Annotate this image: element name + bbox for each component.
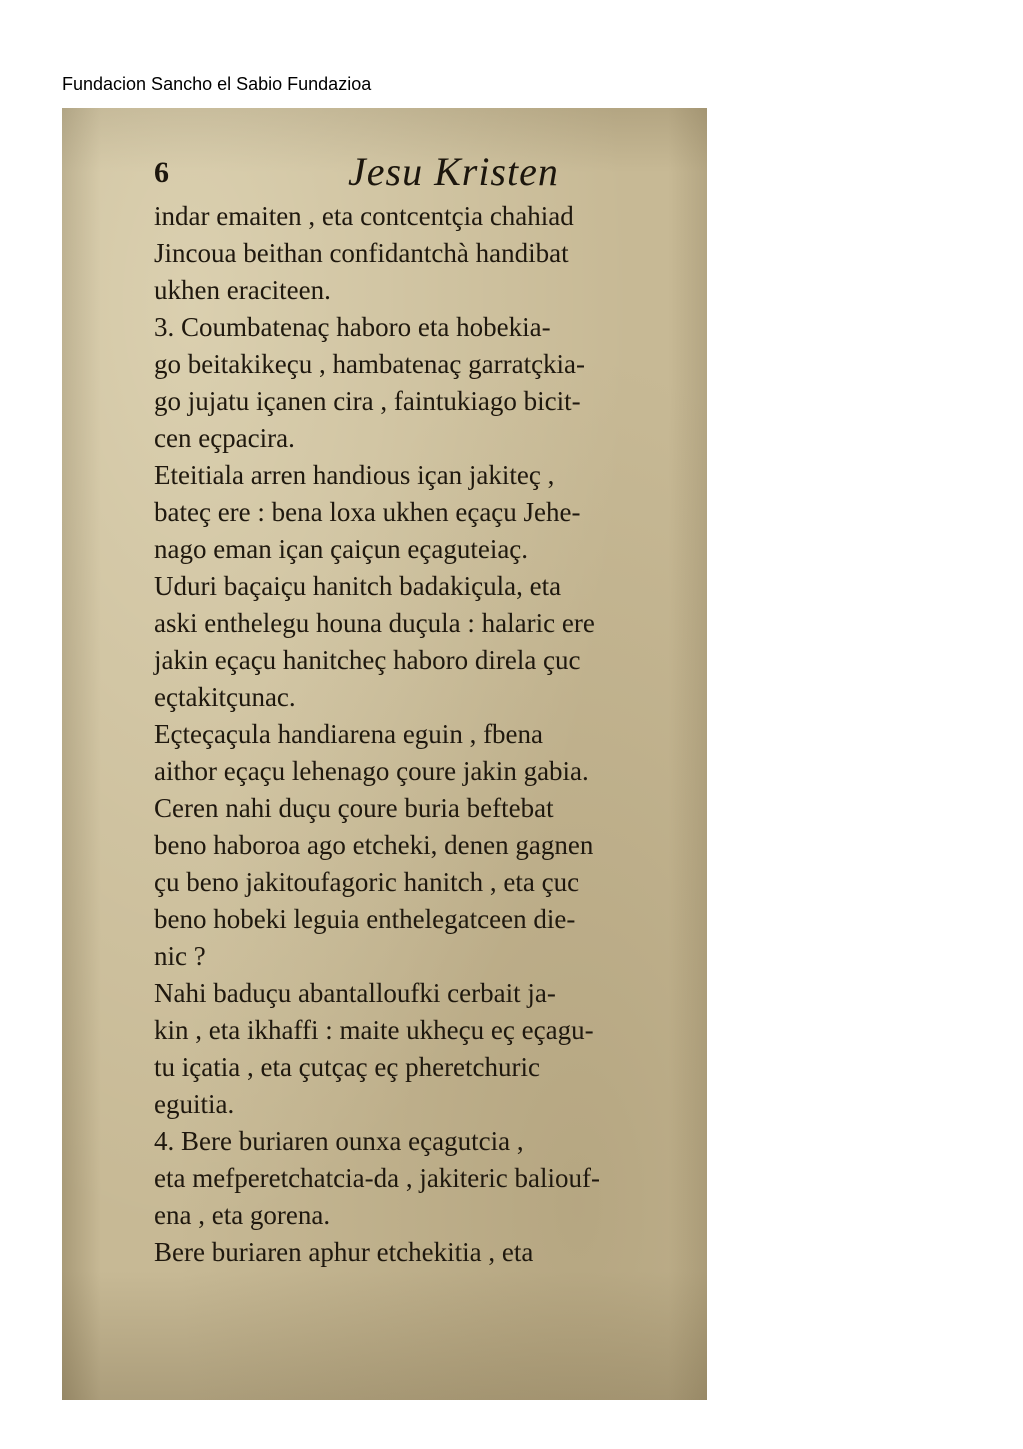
text-line: ukhen eraciteen. bbox=[154, 275, 331, 305]
text-line: jakin eçaçu hanitcheç haboro direla çuc bbox=[154, 645, 581, 675]
running-title: Jesu Kristen bbox=[348, 149, 559, 194]
text-line: nago eman içan çaiçun eçaguteiaç. bbox=[154, 534, 529, 564]
text-line: beno hobeki leguia enthelegatceen die- bbox=[154, 904, 576, 934]
running-head bbox=[154, 148, 694, 200]
text-line: Jincoua beithan confidantchà handibat bbox=[154, 238, 569, 268]
text-line: tu içatia , eta çutçaç eç pheretchuric bbox=[154, 1052, 541, 1082]
text-line: çu beno jakitoufagoric hanitch , eta çuc bbox=[154, 867, 580, 897]
text-line: eta mefperetchatcia-da , jakiteric baliouf- bbox=[154, 1163, 600, 1193]
text-line: Eteitiala arren handious içan jakiteç , bbox=[154, 460, 555, 490]
text-line: 4. Bere buriaren ounxa eçagutcia , bbox=[154, 1126, 524, 1156]
source-header: Fundacion Sancho el Sabio Fundazioa bbox=[62, 74, 372, 94]
text-line: Ceren nahi duçu çoure buria beftebat bbox=[154, 793, 554, 823]
text-line: aski enthelegu houna duçula : halaric ere bbox=[154, 608, 595, 638]
text-line: eçtakitçunac. bbox=[154, 682, 296, 712]
text-line: ena , eta gorena. bbox=[154, 1200, 331, 1230]
text-line: kin , eta ikhaffi : maite ukheçu eç eçagu- bbox=[154, 1015, 594, 1045]
text-line: Bere buriaren aphur etchekitia , eta bbox=[154, 1237, 534, 1267]
text-line: indar emaiten , eta contcentçia chahiad bbox=[154, 201, 574, 231]
text-line: Nahi baduçu abantalloufki cerbait ja- bbox=[154, 978, 556, 1008]
text-line: 3. Coumbatenaç haboro eta hobekia- bbox=[154, 312, 551, 342]
page-number: 6 bbox=[154, 156, 169, 189]
text-line: Eçteçaçula handiarena eguin , fbena bbox=[154, 719, 544, 749]
text-line: aithor eçaçu lehenago çoure jakin gabia. bbox=[154, 756, 589, 786]
scanned-page bbox=[62, 108, 707, 1400]
text-line: cen eçpacira. bbox=[154, 423, 295, 453]
text-line: nic ? bbox=[154, 941, 206, 971]
text-line: Uduri baçaiçu hanitch badakiçula, eta bbox=[154, 571, 562, 601]
text-line: beno haboroa ago etcheki, denen gagnen bbox=[154, 830, 594, 860]
text-line: eguitia. bbox=[154, 1089, 235, 1119]
text-line: go jujatu içanen cira , faintukiago bicit- bbox=[154, 386, 581, 416]
text-line: go beitakikeçu , hambatenaç garratçkia- bbox=[154, 349, 586, 379]
text-line: bateç ere : bena loxa ukhen eçaçu Jehe- bbox=[154, 497, 581, 527]
body-text bbox=[154, 198, 702, 1271]
